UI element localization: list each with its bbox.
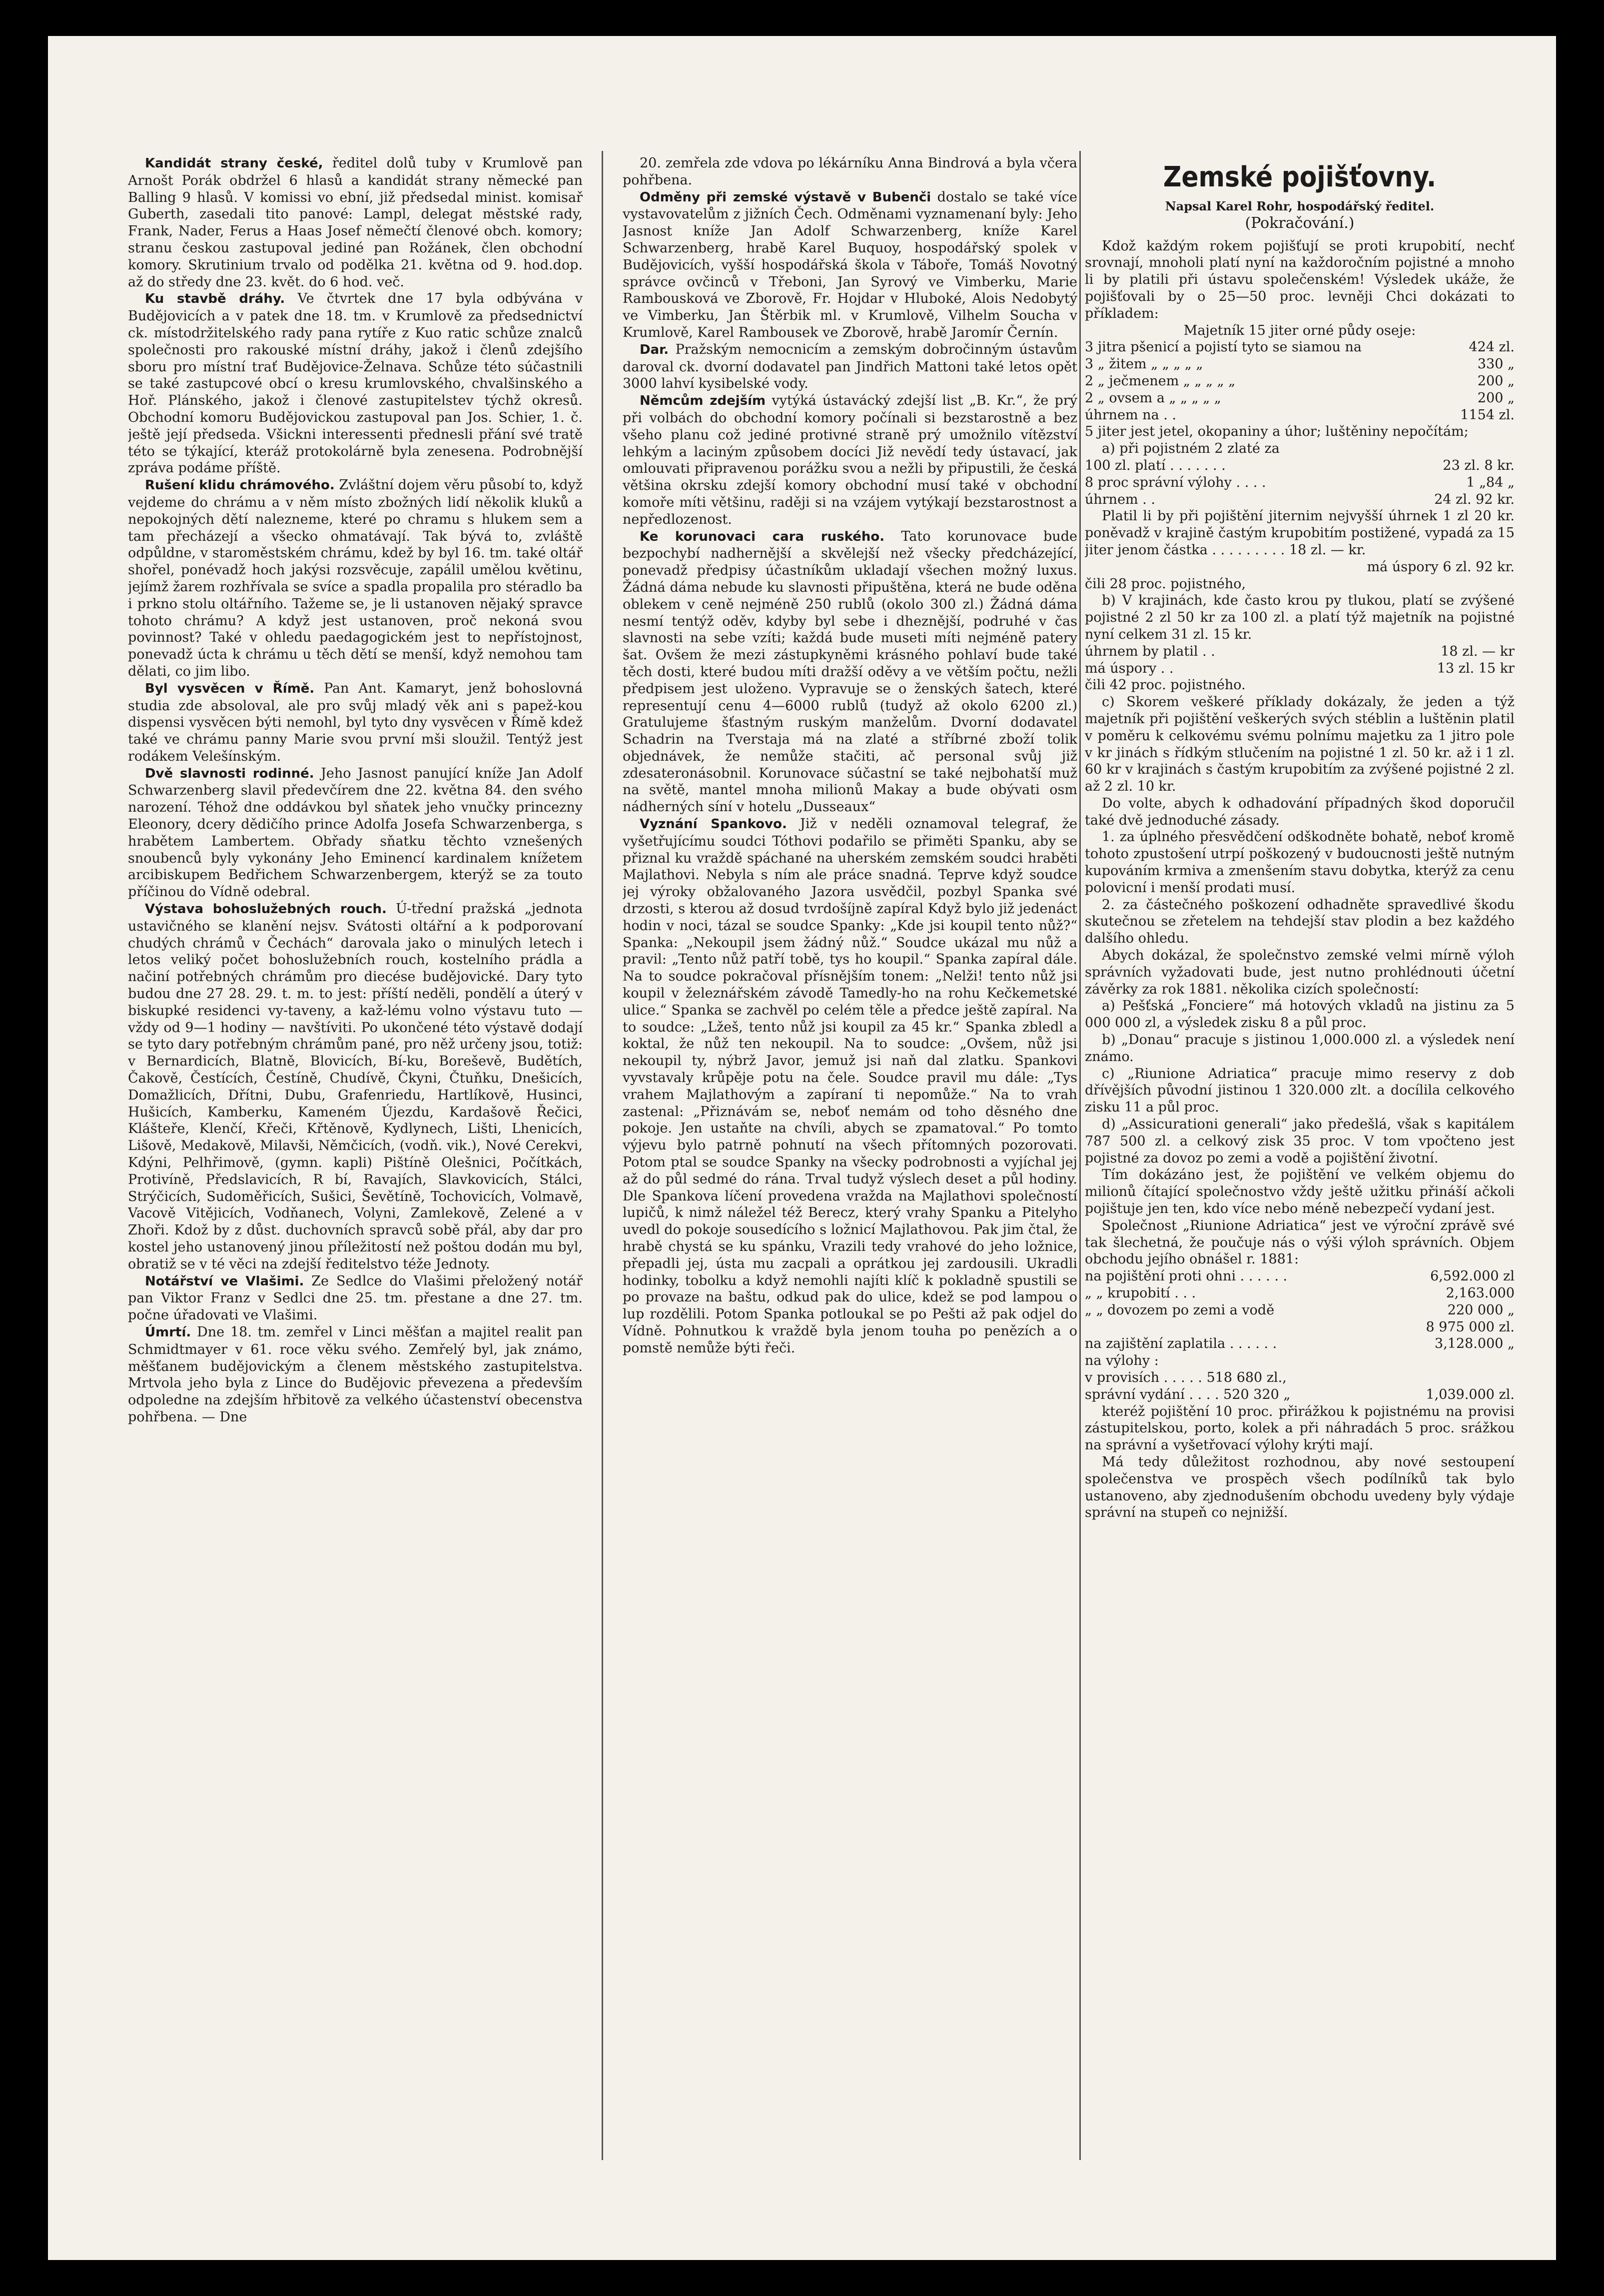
- newspaper-page: [48, 36, 1556, 2260]
- news-item-text: 20. zemřela zde vdova po lékárníku Anna Bindrová a byla včera pohřbena.: [623, 155, 1077, 188]
- news-item-text: Tato korunovace bude bezpochybí nadhernější a skvělejší než všecky předcházející, ponevadž předpisy účastníkům ukladají všechen možný luxus. Žádná dáma nebude ku slavnosti připuštěna, která ne bude oděna oblekem v ceně nejméně 250 rublů (okolo 300 zl.) Žádná dáma nesmí tentýž oděv, kdyby byl sebe i dheznější, podruhé v čas slavnosti na sebe vzíti; každá bude museti míti nejméně patery šat. Ovšem že mezi zástupkyněmi krásného pohlaví bude také těch dosti, které budou míti dražší oděvy a ve větším počtu, nežli předpisem jest uloženo. Vypravuje se o ženských šatech, které representují cenu 4—6000 rublů (tudyž až okolo 6200 zl.) Gratulujeme šťastným ruským manželům. Dvorní dodavatel Schadrin na Tverstaja má na zlaté a stříbrné zboží tolik objednávek, že nemůže stačiti, ač personal svůj již zdesateronásobnil. Korunovace súčastní se také nejbohatší muž na světě, mantel mnoha milionů Makay a bude obývati osm nádherných síní v hotelu „Dusseaux“: [623, 528, 1077, 815]
- paragraph: 1. za úplného přesvědčení odškodněte bohatě, neboť kromě tohoto zpustošení utrpí poškozený v budoucnosti ještě nutným kupováním krmiva a zmenšením stavu dobytka, kterýž za cenu polovicní i menší prodati musí.: [1085, 829, 1515, 896]
- figure-label: 2 „ ječmenem „ „ „ „ „: [1085, 373, 1236, 389]
- paragraph: b) „Donau“ pracuje s jistinou 1,000.000 zl. a výsledek není známo.: [1085, 1032, 1515, 1065]
- news-item-heading: Úmrtí.: [145, 1324, 191, 1340]
- news-item-text: dostalo se také více vystavovatelům z jižních Čech. Odměnami vyznamenaní byly: Jeho Jasnost kníže Jan Adolf Schwarzenberg, kníže Karel Schwarzenberg, hrabě Karel Buquoy, hospodářský spolek v Budějovicích, vyšší hospodářská škola v Táboře, Tomáš Novotný správce ovčinců v Třeboni, Jan Syrový ve Vimberku, Marie Rambousková ve Zborově, Fr. Hojdar v Hluboké, Alois Nedobytý ve Vimberku, Jan Štěrbik ml. v Krumlově, Vilhelm Soucha v Krumlově, Karel Rambousek ve Zborově, hrabě Jaromír Černín.: [623, 189, 1077, 340]
- figure-value: 220 000 „: [1447, 1302, 1515, 1318]
- news-item-text: Dne 18. tm. zemřel v Linci měšťan a majitel realit pan Schmidtmayer v 61. roce věku svého. Zemřelý byl, jak známo, měšťanem budějovickým a členem městského zastupitelstva. Mrtvola jeho byla z Lince do Budějovic převezena a především odpoledne na zdejším hřbitově za velkého účastenství obecenstva pohřbena. — Dne: [128, 1324, 583, 1425]
- figure-label: na pojištění proti ohni . . . . . .: [1085, 1268, 1288, 1284]
- paragraph: Tím dokázáno jest, že pojištění ve velkém objemu do milionů čítající společnostvo vždy ještě užitku přináší ačkoli pojištuje jen ten, kdo více nebo méně nebezpečí vydaní jest.: [1085, 1167, 1515, 1217]
- news-item-heading: Odměny při zemské výstavě v Bubenči: [640, 189, 931, 205]
- news-item: [128, 477, 583, 680]
- figure-row: [1085, 339, 1515, 356]
- figure-label: 3 jitra pšenicí a pojistí tyto se siamou na: [1085, 339, 1362, 355]
- news-item: [623, 528, 1077, 816]
- figure-value: 200 „: [1477, 373, 1515, 389]
- figure-row: [1085, 1268, 1515, 1285]
- paragraph: c) Skorem veškeré příklady dokázaly, že jeden a týž majetník při pojištění veškerých svých stéblin a luštěnin platil v poměru k celkovému svému polnímu majetku za 1 jitro pole v kr jinách s řídkým stlučením na pojistné 1 zl. 50 kr. až i 1 zl. 60 kr v krajinách s častým krupobitím za zvýšené pojistné 2 zl. až 2 zl. 10 kr.: [1085, 694, 1515, 795]
- continuation-note: (Pokračování.): [1245, 214, 1355, 232]
- news-item: [623, 816, 1077, 1357]
- figure-value: 1,039.000 zl.: [1426, 1386, 1515, 1402]
- figure-label: „ „ krupobití . . .: [1085, 1285, 1196, 1301]
- news-item: [128, 765, 583, 901]
- figure-value: 330 „: [1477, 356, 1515, 372]
- paragraph: má úspory 6 zl. 92 kr.: [1367, 559, 1515, 575]
- news-item: [128, 290, 583, 477]
- figure-value: 2,163.000: [1446, 1285, 1515, 1301]
- news-item-text: Ze Sedlce do Vlašimi přeložený notář pan Viktor Franz v Sedlci dne 25. tm. přestane a dne 27. tm. počne úřadovati ve Vlašimi.: [128, 1273, 583, 1323]
- figure-row: [1085, 407, 1515, 424]
- news-item-heading: Ke korunovaci cara ruského.: [640, 529, 885, 544]
- figure-row: [1085, 643, 1515, 660]
- paragraph: c) „Riunione Adriatica“ pracuje mimo reservy z dob dřívějších původní jistinou 1 320.000 zlt. a docílila celkového zisku 11 a půl proc.: [1085, 1066, 1515, 1116]
- news-item-heading: Dvě slavnosti rodinné.: [145, 766, 314, 781]
- news-item-text: Zvláštní dojem věru působí to, když vejdeme do chrámu a v něm místo zbožných lidí několik kluků a nepokojných dětí nalezneme, které po chramu s hlukem sem a tam přecházejí a všecko ohmatávají. Tak bývá to, zvláště odpůldne, v staroměstském chrámu, kdež by byl 16. tm. také oltář shořel, ponévadž hoch jakýsi rozsvěcuje, zapálil umělou květinu, jejímž žarem rozhřívala se svíce a spadla propalila pro stéradlo ba i prkno stolu oltářního. Tažeme se, je li ustanoven nějaký spravce tohoto chrámu? A když jest ustanoven, proč nekoná svou povinnost? Také v ohledu paedagogickém jest to nepřístojnost, ponevadž úcta k chrámu u těch dětí se menší, když nemohou tam dělati, co jim libo.: [128, 477, 583, 679]
- paragraph: d) „Assicurationi generali“ jako předešlá, však s kapitálem 787 500 zl. a celkový zisk 35 proc. V tom vpočteno jest pojistné za dovoz po zemi a vodě a pojištění životní.: [1085, 1117, 1515, 1166]
- figure-label: „ „ dovozem po zemi a vodě: [1085, 1302, 1275, 1318]
- news-item-text: ředitel dolů tuby v Krumlově pan Arnošt Porák obdržel 6 hlasů a kandidát strany německé pan Balling 9 hlasů. V komissi vo ební, již předsedal minist. komisař Guberth, zasedali tito panové: Lampl, delegat městské rady, Frank, Nader, Ferus a Haas Josef němečtí členové obch. komory; stranu českou zastupoval jediné pan Rožánek, člen obchodní komory. Skrutinium trvalo od podělka 21. května od 9. hod.dop. až do středy dne 23. květ. do 6 hod. več.: [128, 155, 583, 290]
- news-item: [128, 680, 583, 765]
- figure-table: [1085, 643, 1515, 677]
- figure-table: [1085, 457, 1515, 508]
- news-item-text: Ú-třední pražská „jednota ustavičného se klanění nejsv. Svátosti oltářní a k podporovaní chudých chrámů v Čechách“ darovala jako o minulých letech i letos veliký počet bohoslužebních rouch, kostelního prádla a načiní potřebných chrámům pro diecése budějovické. Dary tyto budou dne 27 28. 29. t. m. to jest: příští neděli, pondělí a úterý v biskupké residenci vy-taveny, a kaž-lému volno výstavu tuto — vždy od 9—1 hodiny — navštíviti. Po ukončené této výstavě dodají se tyto dary potřebným chrámům pané, pro něž určeny jsou, totiž: v Bernardicích, Blatně, Blovicích, Bí-ku, Boreševě, Budětích, Čakově, Čestících, Čestíně, Chudívě, Čkyni, Čtuňku, Dnešicích, Domažlicích, Dřítni, Dubu, Grafenriedu, Hartlíkově, Husinci, Hušicích, Kamberku, Kameném Újezdu, Kardašově Řečici, Klášteře, Klenčí, Křeči, Křtěnově, Kydlynech, Lišti, Lhenicích, Lišově, Medakově, Milavši, Němčicích, (vodň. vik.), Nové Cerekvi, Kdýni, Pelhřimově, (gymn. kapli) Pištíně Olešnici, Počítkách, Protivíně, Předslavicích, R bí, Ravajích, Slavkovicích, Stálci, Strýčicích, Sudoměřicích, Sušici, Ševětíně, Tochovicích, Volmavě, Vacově Vitějicích, Vodňanech, Volyni, Zamlekově, Zelené a v Zhoři. Kdož by z důst. duchovních spravců sobě přál, aby dar pro kostel jeho ustanovený jinou příležitostí než poštou dodán mu byl, obratiž se v té věci na zdejší ředitelstvo téže Jednoty.: [128, 901, 583, 1272]
- figure-label: správní vydání . . . . 520 320 „: [1085, 1386, 1291, 1402]
- paragraph: 5 jiter jest jetel, okopaniny a úhor; luštěniny nepočítám;: [1085, 424, 1469, 440]
- news-item: [128, 1273, 583, 1324]
- figure-row: [1085, 1285, 1515, 1302]
- figure-value: 200 „: [1477, 390, 1515, 406]
- news-item-heading: Kandidát strany české,: [145, 156, 323, 171]
- figure-row: [1085, 1335, 1515, 1352]
- news-item-heading: Rušení klidu chrámového.: [145, 478, 335, 493]
- figure-value: 3,128.000 „: [1435, 1336, 1515, 1352]
- news-item-text: vytýká ústavácký zdejší list „B. Kr.“, že prý při volbách do obchodní komory počínali si bezstarostně a bez všeho planu což jediné protivné straně prý umožnilo vítězství lehkým a laciným způsobem docíci Již nevědí tedy ústavací, jak omlouvati připravenou porážku svou a nežli by připustili, že česká většina okrsku zdejší komory obchodní musí také v obchodní komoře míti většinu, raději si na vzájem vytýkají bezstarostnost a nepředlozenost.: [623, 393, 1077, 527]
- figure-row: [1085, 1386, 1515, 1403]
- news-item: [623, 189, 1077, 341]
- column-3: [1085, 155, 1515, 2164]
- figure-row: [1085, 1302, 1515, 1319]
- figure-value: 24 zl. 92 kr.: [1434, 491, 1515, 507]
- article-byline: Napsal Karel Rohr, hospodářský ředitel.: [1165, 199, 1435, 213]
- figure-row: [1085, 474, 1515, 491]
- figure-row: [1085, 390, 1515, 407]
- news-item-text: Pan Ant. Kamaryt, jenž bohoslovná studia zde absoloval, ale pro svůj mladý věk ani s papež-kou dispensi vysvěcen býti nemohl, byl tyto dny vysvěcen v Římě kdež také ve chrámu panny Marie svou první mši sloužil. Tentýž jest rodákem Velešínským.: [128, 680, 583, 764]
- figure-label: úhrnem na . .: [1085, 407, 1177, 423]
- news-item-text: Jeho Jasnost panující kníže Jan Adolf Schwarzenberg slavil předevčírem dne 22. května 84. den svého narození. Téhož dne oddávkou byl sňatek jeho vnučky princezny Eleonory, dcery dědičího prince Adolfa Josefa Schwarzenberga, s hrabětem Lambertem. Obřady sňatku těchto vznešených snoubenců byly vykonány Jeho Eminencí kardinalem knížetem arcibiskupem Bedřichem Schwarzenbergem, kterýž se za touto příčinou do Vídně odebral.: [128, 765, 583, 900]
- paragraph: a) při pojistném 2 zlaté za: [1102, 441, 1280, 457]
- news-item-text: Ve čtvrtek dne 17 byla odbývána v Budějovicích a v patek dne 18. tm. v Krumlově za předsednictví ck. místodržitelského rady pana rytíře z Kuo ratic schůze znalců společnosti pro rakouské místní dráhy, jakož i členů zdejšího sboru pro místní trať Budějovice-Želnava. Schůze této súčastnili se také zastupcové obcí o kresu krumlovského, chvalšinského a Hoř. Plánského, jakož i členové zastupitelstev týchž okresů. Obchodní komoru Budějovickou zastupoval pan Jos. Schier, 1. č. ještě její předseda. Všickni interessenti přednesli přání své tratě této se týkající, kteráž protokolárně byla zenesena. Podrobnější zpráva podáme příště.: [128, 291, 583, 476]
- paragraph: a) Pešťská „Fonciere“ má hotových vkladů na jistinu za 5 000 000 zl, a výsledek zisku 8 a půl proc.: [1085, 998, 1515, 1031]
- news-item-heading: Dar.: [640, 342, 669, 357]
- news-item: [128, 901, 583, 1273]
- figure-label: 2 „ ovsem a „ „ „ „ „: [1085, 390, 1221, 406]
- news-item-heading: Výstava bohoslužebných rouch.: [145, 902, 387, 917]
- figure-label: v provisích . . . . . 518 680 zl.,: [1085, 1369, 1287, 1385]
- news-item: [128, 1324, 583, 1426]
- article-title: Zemské pojišťovny.: [1163, 161, 1437, 193]
- figure-row: [1085, 1369, 1515, 1386]
- figure-table: [1085, 339, 1515, 423]
- figure-value: 13 zl. 15 kr: [1437, 660, 1515, 676]
- news-item-heading: Němcům zdejším: [640, 393, 766, 409]
- news-item: [623, 155, 1077, 189]
- figure-row: [1085, 1352, 1515, 1369]
- figure-row: [1085, 457, 1515, 474]
- figure-value: 23 zl. 8 kr.: [1443, 457, 1515, 473]
- news-item-heading: Vyznání Spankovo.: [640, 817, 787, 832]
- news-item-text: Pražským nemocnicím a zemským dobročinným ústavům daroval ck. dvorní dodavatel pan Jindřich Mattoni také letos opět 3000 lahví kysibelské vody.: [623, 341, 1077, 392]
- column-rule: [1079, 151, 1081, 2160]
- paragraph: Platil li by při pojištění jiternim nejvyšší úhrnek 1 zl 20 kr. poněvadž v krajině častým krupobitím postižené, vypadá za 15 jiter jenom částka . . . . . . . . . 18 zl. — kr.: [1085, 508, 1515, 558]
- paragraph: Abych dokázal, že společnstvo zemské velmi mírně výloh správních vyžadovati bude, jest nutno prohlédnouti účetní závěrky za rok 1881. několika cizích společností:: [1085, 948, 1515, 997]
- paragraph: Společnost „Riunione Adriatica“ jest ve výroční zprávě své tak šlechetná, že poučuje nás o výši výloh správních. Objem obchodu jejího obnášel r. 1881:: [1085, 1217, 1515, 1267]
- figure-value: 18 zl. — kr: [1441, 643, 1515, 659]
- figure-label: 3 „ žitem „ „ „ „ „: [1085, 356, 1203, 372]
- paragraph: Kdož každým rokem pojišťují se proti krupobití, nechť srovnají, mnoholi platí nyní na každoročním pojistné a mnoho li by platili při ústavu společenském! Výsledek ukáže, že pojišťovali by o 25—50 proc. levněji Chci dokázati to příkladem:: [1085, 238, 1515, 321]
- figure-value: 1154 zl.: [1460, 407, 1515, 423]
- figure-label: 8 proc správní výlohy . . . .: [1085, 474, 1266, 490]
- figure-label: úhrnem by platil . .: [1085, 643, 1215, 659]
- news-item-heading: Notářství ve Vlašimi.: [145, 1273, 304, 1289]
- figure-row: [1085, 491, 1515, 508]
- figure-label: na zajištění zaplatila . . . . . .: [1085, 1336, 1277, 1352]
- paragraph: Do volte, abych k odhadování případných škod doporučil také dvě jednoduché zásady.: [1085, 795, 1515, 828]
- figure-value: 6,592.000 zl: [1430, 1268, 1515, 1284]
- figure-row: [1085, 356, 1515, 373]
- news-item: [623, 341, 1077, 392]
- figure-table: [1085, 1268, 1515, 1403]
- column-1: [128, 155, 583, 2164]
- figure-row: [1085, 660, 1515, 677]
- figure-value: 424 zl.: [1469, 339, 1515, 355]
- paragraph: Majetník 15 jiter orné půdy oseje:: [1183, 322, 1416, 338]
- figure-row: [1085, 373, 1515, 390]
- news-item: [623, 392, 1077, 528]
- paragraph: kteréž pojištění 10 proc. přirážkou k pojistnému na provisi zástupitelskou, porto, kolek a při náhradách 5 proc. srážkou na správní a vyšetřovací výlohy krýti mají.: [1085, 1403, 1515, 1453]
- figure-label: na výlohy :: [1085, 1353, 1159, 1369]
- figure-label: má úspory . .: [1085, 660, 1174, 676]
- news-item: [128, 155, 583, 290]
- paragraph: Má tedy důležitost rozhodnou, aby nové sestoupení společenstva ve prospěch všech podílníků tak bylo ustanoveno, aby zjednodušením obchodu uvedeny byly výdaje správní na stupeň co nejnižší.: [1085, 1454, 1515, 1521]
- column-2: [623, 155, 1077, 2164]
- news-item-text: Již v neděli oznamoval telegraf, že vyšetřujícímu soudci Tóthovi podařilo se přiměti Spanku, aby se přiznal ku vraždě spáchané na uherském zemském soudci hraběti Majlathovi. Nebyla s ním ale práce snadná. Teprve když soudce jej výroky obžalovaného Jazora usvědčil, pozbyl Spanka své drzosti, s kterou až dosud tvrdošíjně zapíral Když bylo již jedenáct hodin v noci, tázal se soudce Spanky: „Kde jsi koupil tento nůž?“ Spanka: „Nekoupil jsem žádný nůž.“ Soudce ukázal mu nůž a pravil: „Tento nůž patří tobě, tys ho koupil.“ Spanka zapíral dále. Na to soudce pokračoval přísnějším tonem: „Nelži! tento nůž jsi koupil v železnářském závodě Tamedly-ho na rohu Kečkemetské ulice.“ Spanka se zachvěl po celém těle a předce ještě zapíral. Na to soudce: „Lžeš, tento nůž jsi koupil za 45 kr.“ Spanka zbledl a koktal, že nůž ten nekoupil. Na to soudce: „Ovšem, nůž jsi nekoupil ty, nýbrž Javor, jemuž jsi naň dal zlatku. Spankovi vyvstavaly krůpěje potu na čele. Soudce pravil mu dále: „Tys vrahem Majlathovým a zapíraní ti nepomůže.“ Na to vrah zastenal: „Přiznávám se, neboť nemám od toho děsného dne pokoje. Jen ustaňte na chvíli, abych se zpamatoval.“ Po tomto výjevu bylo patrně pohnutí na všech přítomných pozorovati. Potom ptal se soudce Spanky na všecky podrobnosti a vyjíchal jej až do půl sedmé do rána. Trval tudyž výslech deset a půl hodiny. Dle Spankova líčení provedena vražda na Majlathovi společností lupičů, k nimž náležel též Berecz, který vrahy Spanku a Pitelyho uvedl do pokoje sousedícího s ložnicí Majlathovou. Pak jim čtal, že hrabě chystá se ku spánku, Vrazili tedy vrahové do jeho ložnice, přepadli jej, ústa mu zacpali a oprátkou jej zardousili. Ukradli hodinky, tobolku a když nemohli najíti klíč k pokladně spustili se po provaze na baštu, odkud pak do ulice, kdež se pod lampou o lup rozdělili. Potom Spanka potloukal se po Pešti až pak odjel do Vídně. Pohnutkou k vraždě byla jenom touha po penězích a o pomstě nemůže býti řeči.: [623, 816, 1077, 1356]
- figure-value: 1 „84 „: [1466, 474, 1515, 490]
- column-rule: [602, 151, 603, 2160]
- news-item-heading: Byl vysvěcen v Římě.: [145, 681, 315, 696]
- figure-label: 100 zl. platí . . . . . . .: [1085, 457, 1226, 473]
- figure-row: [1085, 1319, 1515, 1336]
- paragraph: b) V krajinách, kde často krou py tlukou, platí se zvýšené pojistné 2 zl 50 kr za 100 zl. a platí týž majetník na pojistné nyní celkem 31 zl. 15 kr.: [1085, 593, 1515, 642]
- paragraph: 2. za částečného poškození odhadněte spravedlivé škodu skutečnou se zřetelem na tehdejší stav plodin a bez každého dalšího ohledu.: [1085, 897, 1515, 947]
- figure-value: 8 975 000 zl.: [1426, 1319, 1515, 1335]
- news-item-heading: Ku stavbě dráhy.: [145, 291, 285, 307]
- figure-label: úhrnem . .: [1085, 491, 1155, 507]
- paragraph: čili 28 proc. pojistného,: [1085, 576, 1246, 592]
- paragraph: čili 42 proc. pojistného.: [1085, 677, 1246, 693]
